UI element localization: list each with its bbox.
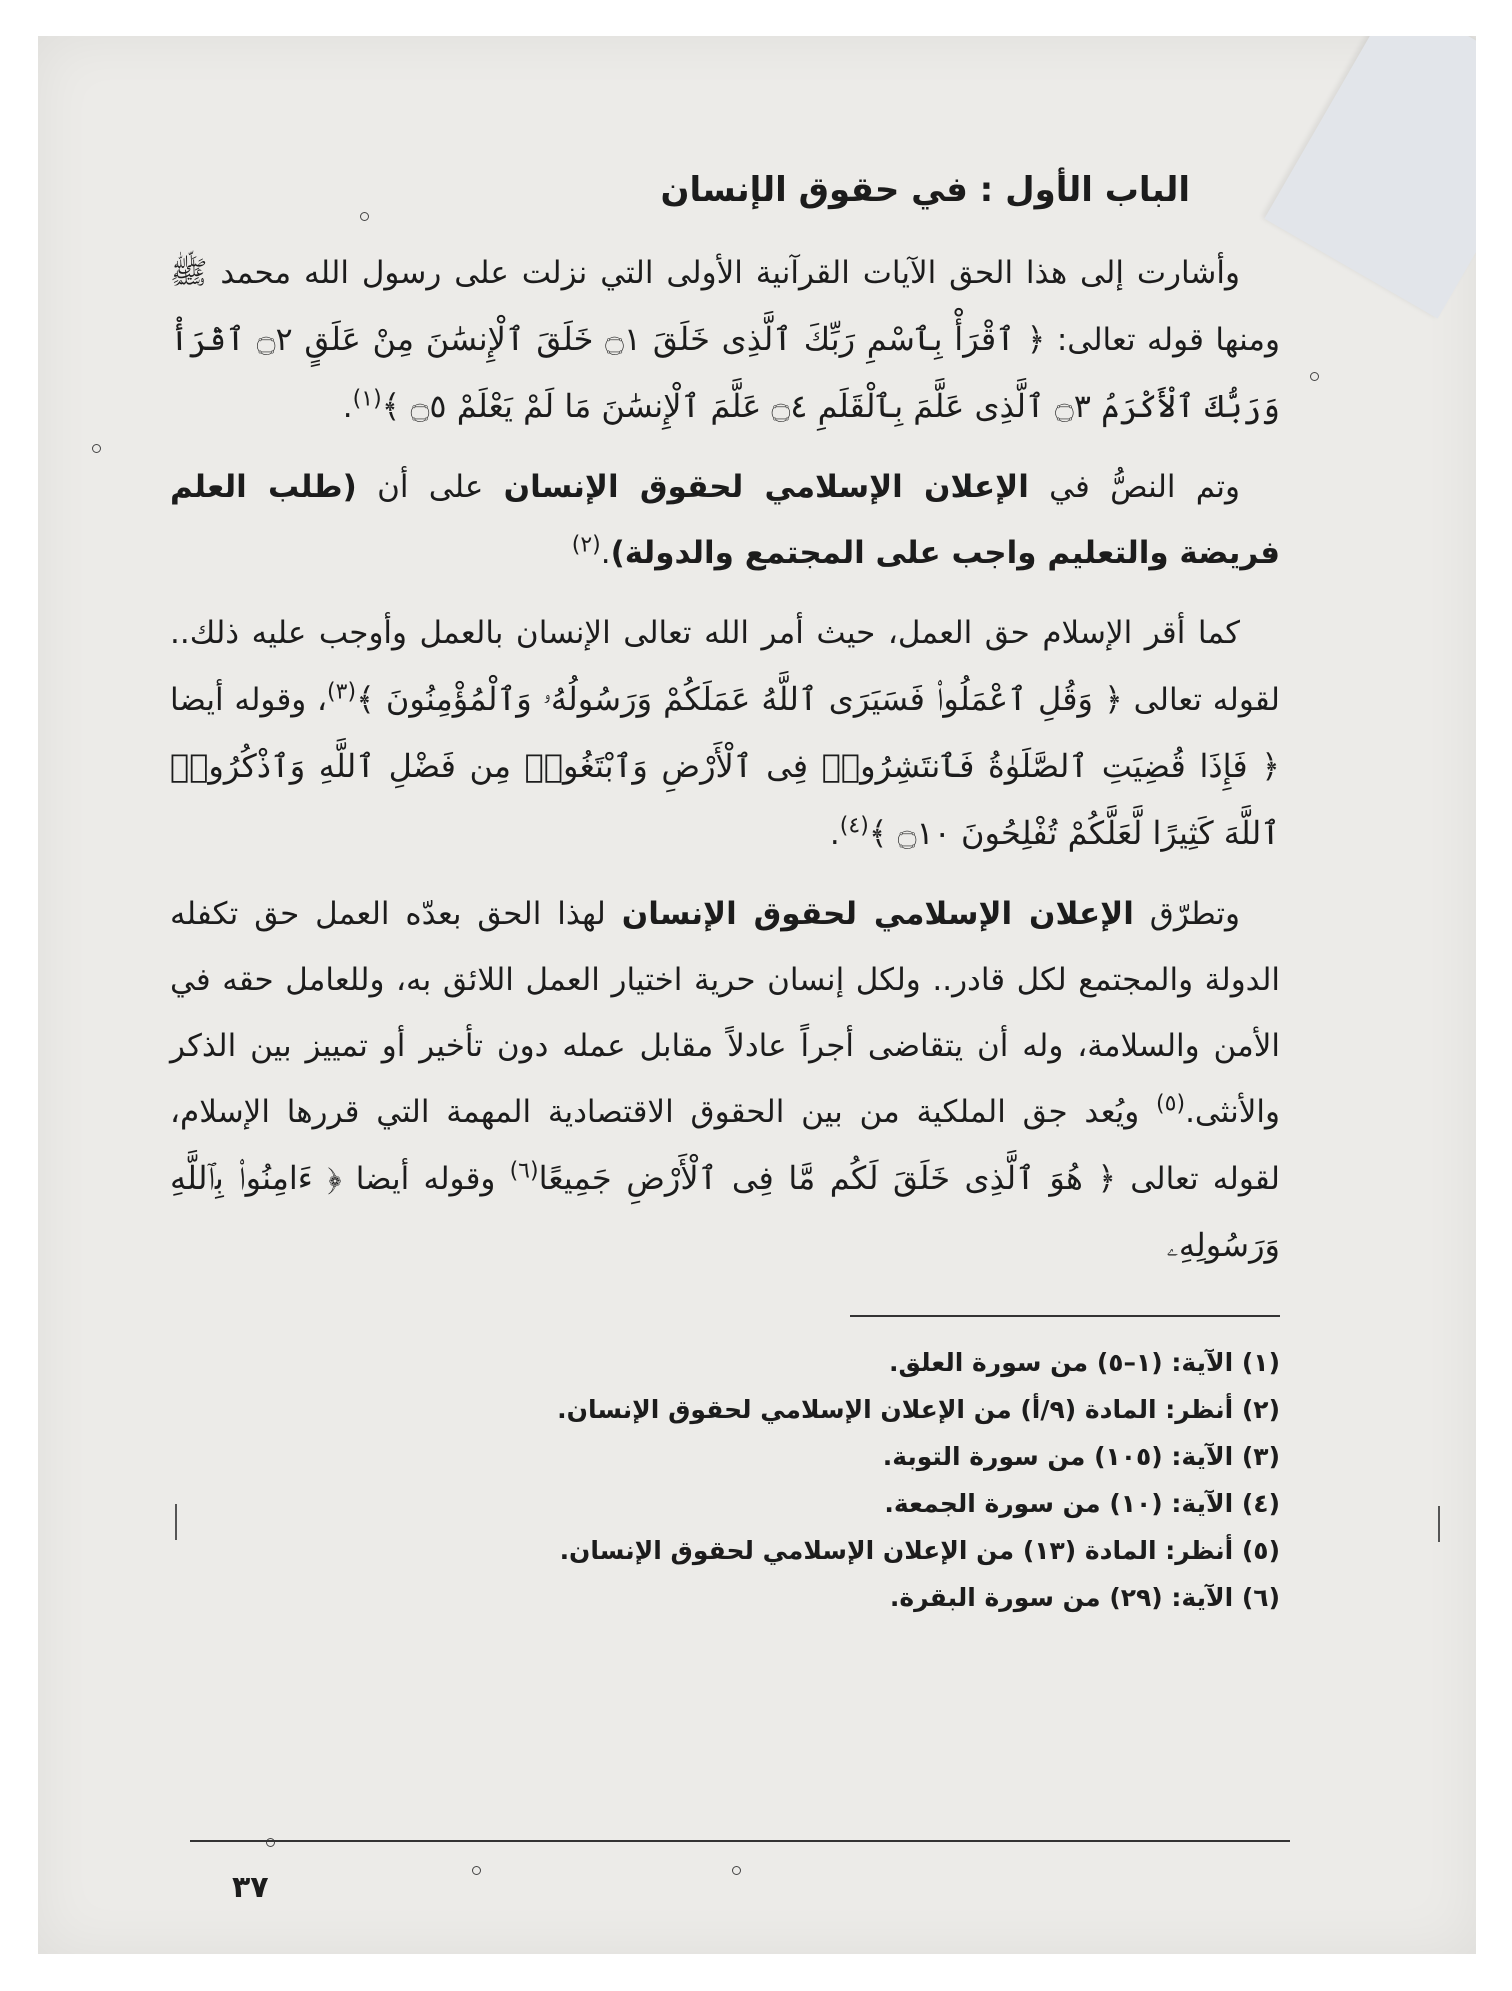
- paragraph-2-intro: وتم النصُّ في: [1028, 469, 1241, 505]
- footnote-item: (٤) الآية: (١٠) من سورة الجمعة.: [884, 1489, 1280, 1518]
- footnote-item: (١) الآية: (١–٥) من سورة العلق.: [889, 1348, 1280, 1377]
- paragraph-2: وتم النصُّ في الإعلان الإسلامي لحقوق الإنسان على أن (طلب العلم فريضة والتعليم واجب على المجتمع والدولة).$^{(٢)}$: [170, 469, 1280, 571]
- binder-hole-marker: [472, 1866, 481, 1875]
- page-bottom-rule: [190, 1840, 1290, 1842]
- body-text: [170, 240, 1280, 1279]
- footnote-ref: (١): [352, 386, 382, 412]
- paragraph-2-middle: على أن: [356, 469, 504, 505]
- footnote-item: (٦) الآية: (٢٩) من سورة البقرة.: [889, 1583, 1280, 1612]
- page-number: ٣٧: [232, 1870, 269, 1905]
- paragraph-1-intro: وأشارت إلى هذا الحق الآيات القرآنية الأولى التي نزلت على رسول الله محمد ﷺ ومنها قوله تعالى:: [170, 255, 1281, 358]
- footnote-ref: (٤): [839, 813, 869, 839]
- footnote-ref: (٥): [1156, 1091, 1186, 1117]
- paragraph-4-text-2: ويُعد جق الملكية من بين الحقوق الاقتصادية المهمة التي قررها الإسلام، لقوله تعالى: [170, 1094, 1281, 1197]
- paragraph-4: [170, 881, 1280, 1279]
- paragraph-3-intro: كما أقر الإسلام حق العمل، حيث أمر الله تعالى الإنسان بالعمل وأوجب عليه ذلك.. لقوله تعالى: [170, 615, 1280, 718]
- footnote-item: (٣) الآية: (١٠٥) من سورة التوبة.: [882, 1442, 1280, 1471]
- footnote-item: (٢) أنظر: المادة (٩/أ) من الإعلان الإسلامي لحقوق الإنسان.: [557, 1395, 1280, 1424]
- document-page: [170, 150, 1280, 1621]
- paragraph-3-middle: ، وقوله أيضا: [170, 682, 328, 718]
- paragraph-4-text-3: وقوله أيضا: [341, 1161, 510, 1197]
- declaration-name: الإعلان الإسلامي لحقوق الإنسان: [503, 469, 1029, 505]
- running-header: الباب الأول : في حقوق الإنسان: [660, 170, 1190, 210]
- paragraph-1: وأشارت إلى هذا الحق الآيات القرآنية الأولى التي نزلت على رسول الله محمد ﷺ ومنها قوله تعالى: ﴿ ٱقْرَأْ بِٱسْمِ رَبِّكَ ٱلَّذِى خَلَقَ ۝١ خَلَقَ ٱلْإِنسَٰنَ مِنْ عَلَقٍ ۝٢ ٱقْرَأْ وَرَبُّكَ ٱلْأَكْرَمُ ۝٣ ٱلَّذِى عَلَّمَ بِٱلْقَلَمِ ۝٤ عَلَّمَ ٱلْإِنسَٰنَ مَا لَمْ يَعْلَمْ ۝٥ ﴾$^{(١)}$.: [170, 255, 1281, 425]
- footnote-item: (٥) أنظر: المادة (١٣) من الإعلان الإسلامي لحقوق الإنسان.: [559, 1536, 1280, 1565]
- margin-mark: [1438, 1506, 1440, 1542]
- binder-hole-marker: [732, 1866, 741, 1875]
- binder-hole-marker: [1310, 372, 1319, 381]
- paragraph-4-text: لهذا الحق بعدّه العمل حق تكفله الدولة والمجتمع لكل قادر.. ولكل إنسان حرية اختيار العمل اللائق به، وللعامل حقه في الأمن والسلامة، وله أن يتقاضى أجراً عادلاً مقابل عمله دون تأخير أو تمييز بين الذكر والأنثى.: [170, 896, 1280, 1130]
- quoted-article: (طلب العلم فريضة والتعليم واجب على المجتمع والدولة): [170, 469, 1280, 571]
- quran-verse: ﴿ فَإِذَا قُضِيَتِ ٱلصَّلَوٰةُ فَٱنتَشِرُوا۟ فِى ٱلْأَرْضِ وَٱبْتَغُوا۟ مِن فَضْلِ ٱللَّهِ وَٱذْكُرُوا۟ ٱللَّهَ كَثِيرًا لَّعَلَّكُمْ تُفْلِحُونَ ۝١٠ ﴾: [170, 747, 1280, 852]
- footnote-ref: (٢): [571, 532, 601, 558]
- paragraph-4-intro: وتطرّق: [1133, 896, 1240, 932]
- binder-hole-marker: [92, 444, 101, 453]
- quran-verse: ﴿ ءَامِنُوا۟ بِٱللَّهِ وَرَسُولِهِۦ: [170, 1159, 1280, 1264]
- quran-verse: ﴿ هُوَ ٱلَّذِى خَلَقَ لَكُم مَّا فِى ٱلْأَرْضِ جَمِيعًا: [538, 1159, 1117, 1197]
- footnote-ref: (٣): [327, 679, 357, 705]
- declaration-name: الإعلان الإسلامي لحقوق الإنسان: [621, 896, 1134, 932]
- footnote-separator: [850, 1315, 1280, 1317]
- footnotes-list: [170, 1339, 1280, 1621]
- footnote-ref: (٦): [509, 1158, 539, 1184]
- quran-verse: ﴿ وَقُلِ ٱعْمَلُوا۟ فَسَيَرَى ٱللَّهُ عَمَلَكُمْ وَرَسُولُهُۥ وَٱلْمُؤْمِنُونَ ﴾: [356, 680, 1123, 718]
- quran-verse: ﴿ ٱقْرَأْ بِٱسْمِ رَبِّكَ ٱلَّذِى خَلَقَ ۝١ خَلَقَ ٱلْإِنسَٰنَ مِنْ عَلَقٍ ۝٢ ٱقْرَأْ وَرَبُّكَ ٱلْأَكْرَمُ ۝٣ ٱلَّذِى عَلَّمَ بِٱلْقَلَمِ ۝٤ عَلَّمَ ٱلْإِنسَٰنَ مَا لَمْ يَعْلَمْ ۝٥ ﴾: [170, 320, 1280, 425]
- paragraph-3: كما أقر الإسلام حق العمل، حيث أمر الله تعالى الإنسان بالعمل وأوجب عليه ذلك.. لقوله تعالى ﴿ وَقُلِ ٱعْمَلُوا۟ فَسَيَرَى ٱللَّهُ عَمَلَكُمْ وَرَسُولُهُۥ وَٱلْمُؤْمِنُونَ ﴾$^{(٣)}$، وقوله أيضا ﴿ فَإِذَا قُضِيَتِ ٱلصَّلَوٰةُ فَٱنتَشِرُوا۟ فِى ٱلْأَرْضِ وَٱبْتَغُوا۟ مِن فَضْلِ ٱللَّهِ وَٱذْكُرُوا۟ ٱللَّهَ كَثِيرًا لَّعَلَّكُمْ تُفْلِحُونَ ۝١٠ ﴾$^{(٤)}$.: [170, 615, 1280, 852]
